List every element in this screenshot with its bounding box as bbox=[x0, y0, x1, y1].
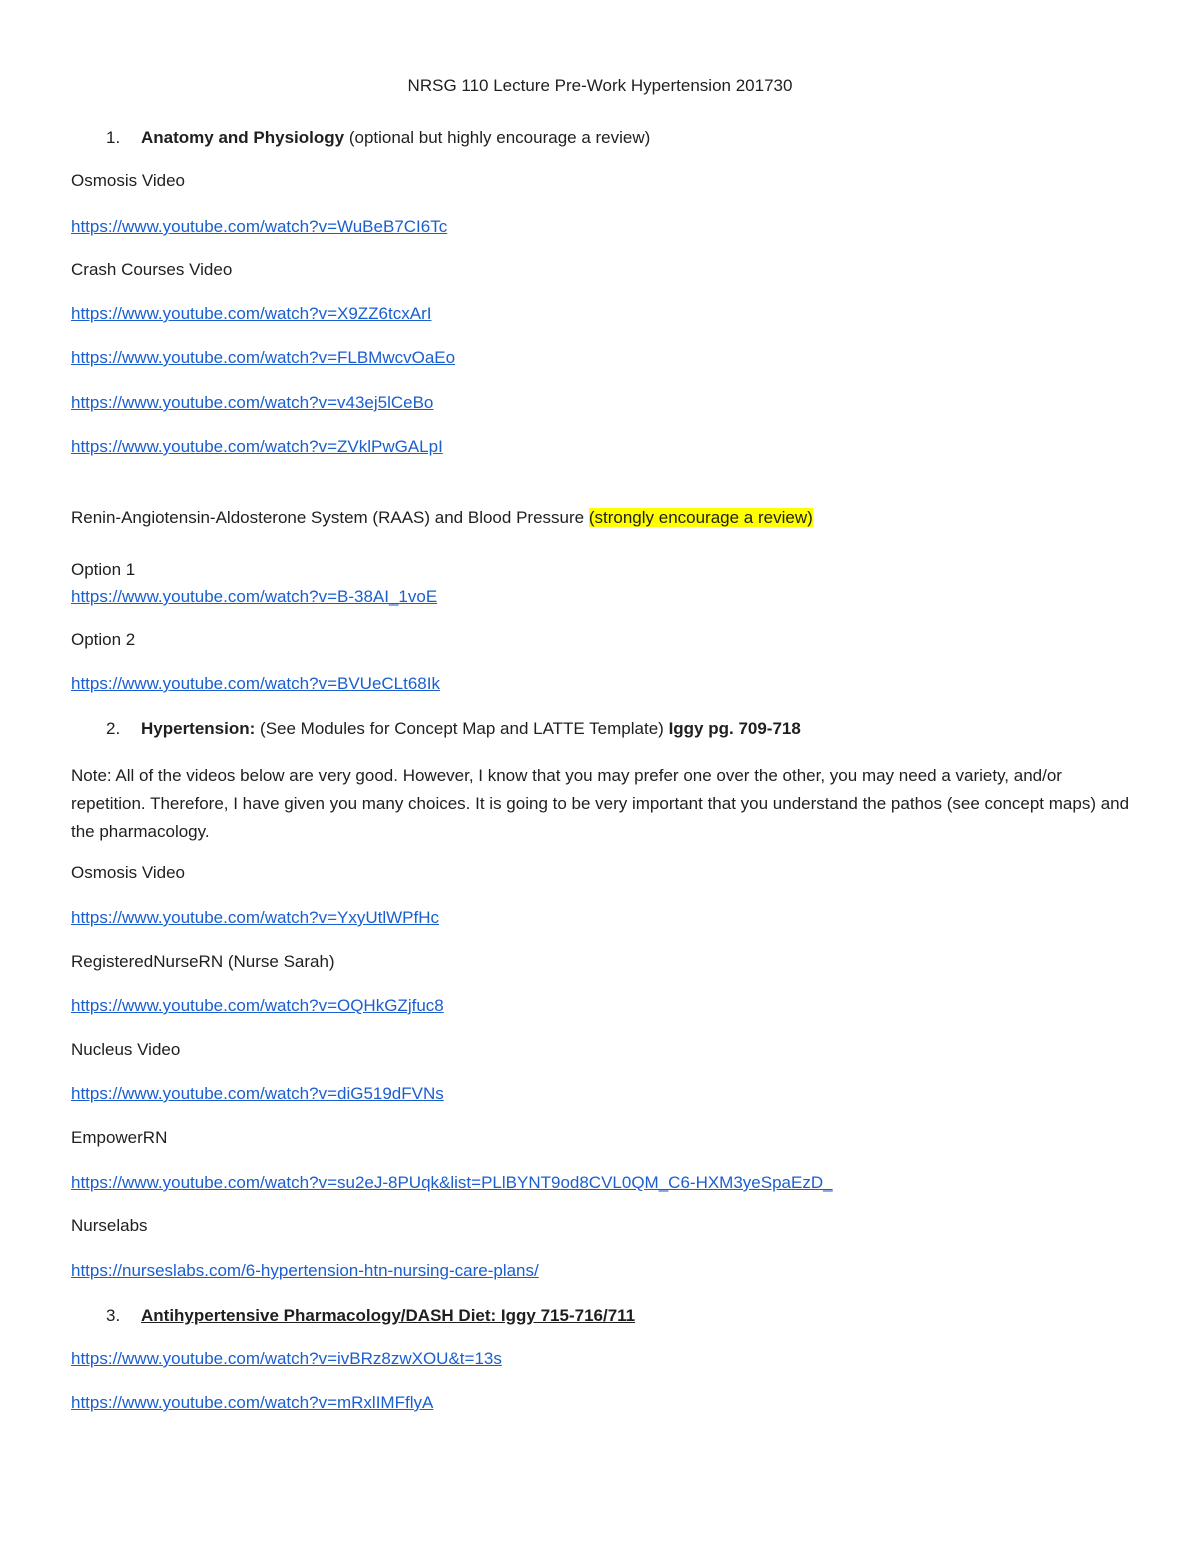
section-3-number: 3. bbox=[106, 1306, 121, 1325]
registered-nurse-link[interactable]: https://www.youtube.com/watch?v=OQHkGZjfuc8 bbox=[71, 996, 444, 1015]
empower-rn-link[interactable]: https://www.youtube.com/watch?v=su2eJ-8PUqk&list=PLlBYNT9od8CVL0QM_C6-HXM3yeSpaEzD_ bbox=[71, 1173, 833, 1192]
section-1-heading: Anatomy and Physiology bbox=[141, 128, 345, 147]
section-1-heading-line bbox=[141, 127, 650, 149]
crash-course-link-1[interactable]: https://www.youtube.com/watch?v=X9ZZ6tcxArI bbox=[71, 304, 432, 323]
raas-label: Renin-Angiotensin-Aldosterone System (RAAS) and Blood Pressure bbox=[71, 508, 585, 527]
section-2-heading-ref: Iggy pg. 709-718 bbox=[668, 719, 801, 738]
section-2-note: Note: All of the videos below are very good. However, I know that you may prefer one over the other, you may need a variety, and/or repetition. Therefore, I have given you many choices. It is going to be very important that you understand the pathos (see concept maps) and the pharmacology. bbox=[71, 766, 1130, 841]
nurselabs-link[interactable]: https://nurseslabs.com/6-hypertension-htn-nursing-care-plans/ bbox=[71, 1261, 539, 1280]
section-3-heading: Antihypertensive Pharmacology/DASH Diet: Iggy 715-716/711 bbox=[141, 1306, 636, 1325]
pharmacology-link-2[interactable]: https://www.youtube.com/watch?v=mRxlIMFflyA bbox=[71, 1393, 434, 1412]
osmosis-video-label: Osmosis Video bbox=[71, 171, 186, 190]
section-2-number: 2. bbox=[106, 719, 121, 738]
crash-course-link-4[interactable]: https://www.youtube.com/watch?v=ZVklPwGALpI bbox=[71, 437, 443, 456]
option-2-label: Option 2 bbox=[71, 630, 136, 649]
section-1-number: 1. bbox=[106, 128, 121, 147]
pharmacology-link-1[interactable]: https://www.youtube.com/watch?v=ivBRz8zwXOU&t=13s bbox=[71, 1349, 502, 1368]
nurselabs-label: Nurselabs bbox=[71, 1216, 148, 1235]
nucleus-video-label: Nucleus Video bbox=[71, 1040, 181, 1059]
raas-line bbox=[71, 507, 813, 529]
option-1-link[interactable]: https://www.youtube.com/watch?v=B-38AI_1voE bbox=[71, 587, 438, 606]
section-2-heading-note: (See Modules for Concept Map and LATTE Template) bbox=[260, 719, 664, 738]
osmosis-video-label-2: Osmosis Video bbox=[71, 863, 186, 882]
option-1-label: Option 1 bbox=[71, 560, 136, 579]
raas-highlight: (strongly encourage a review) bbox=[588, 508, 813, 527]
empower-rn-label: EmpowerRN bbox=[71, 1128, 168, 1147]
registered-nurse-label: RegisteredNurseRN (Nurse Sarah) bbox=[71, 952, 335, 971]
section-2-heading-line bbox=[141, 718, 801, 740]
page-title: NRSG 110 Lecture Pre-Work Hypertension 201730 bbox=[407, 76, 793, 95]
section-1-heading-note: (optional but highly encourage a review) bbox=[348, 128, 651, 147]
crash-course-link-3[interactable]: https://www.youtube.com/watch?v=v43ej5lCeBo bbox=[71, 393, 434, 412]
nucleus-video-link[interactable]: https://www.youtube.com/watch?v=diG519dFVNs bbox=[71, 1084, 444, 1103]
crash-courses-label: Crash Courses Video bbox=[71, 260, 233, 279]
osmosis-video-link-2[interactable]: https://www.youtube.com/watch?v=YxyUtlWPfHc bbox=[71, 908, 439, 927]
crash-course-link-2[interactable]: https://www.youtube.com/watch?v=FLBMwcvOaEo bbox=[71, 348, 456, 367]
option-2-link[interactable]: https://www.youtube.com/watch?v=BVUeCLt68Ik bbox=[71, 674, 440, 693]
osmosis-video-link[interactable]: https://www.youtube.com/watch?v=WuBeB7CI6Tc bbox=[71, 217, 448, 236]
section-2-heading: Hypertension: bbox=[141, 719, 256, 738]
